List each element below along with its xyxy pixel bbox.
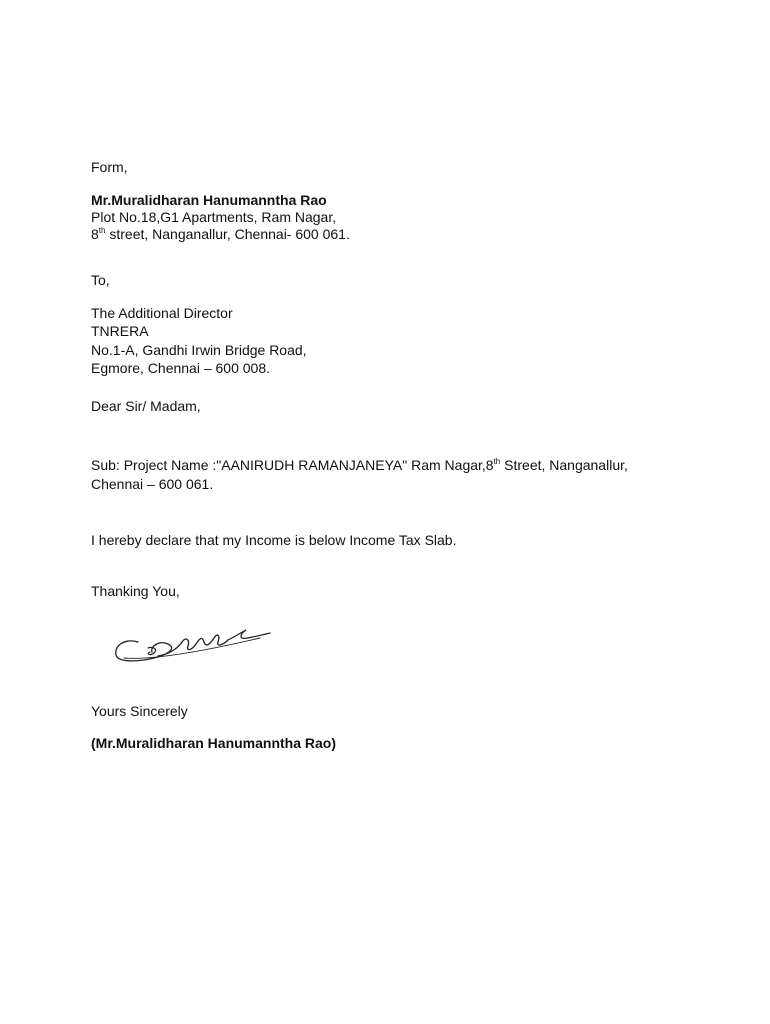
salutation: Dear Sir/ Madam,: [91, 398, 201, 414]
recipient-line1: The Additional Director: [91, 305, 233, 321]
handwritten-signature: [110, 622, 275, 666]
closing-text: Yours Sincerely: [91, 703, 188, 719]
subject-line2: Chennai – 600 061.: [91, 476, 214, 492]
signatory-name: (Mr.Muralidharan Hanumanntha Rao): [91, 735, 337, 751]
subject-text: Sub: Project Name :"AANIRUDH RAMANJANEYA" Ram Nagar,8: [91, 457, 494, 473]
sender-address-street-number: 8: [91, 226, 99, 242]
recipient-line2: TNRERA: [91, 323, 149, 339]
declaration-text: I hereby declare that my Income is below Income Tax Slab.: [91, 532, 457, 548]
sender-address-line2: [91, 226, 350, 243]
sender-address-ordinal: th: [98, 226, 106, 235]
sender-address-line1: Plot No.18,G1 Apartments, Ram Nagar,: [91, 209, 337, 225]
recipient-line4: Egmore, Chennai – 600 008.: [91, 360, 271, 376]
subject-ordinal: th: [493, 457, 501, 466]
from-label: Form,: [91, 159, 128, 175]
subject-line1: [91, 457, 628, 474]
recipient-line3: No.1-A, Gandhi Irwin Bridge Road,: [91, 342, 307, 358]
to-label: To,: [91, 272, 110, 288]
subject-text-rest: Street, Nanganallur,: [500, 457, 628, 473]
sender-name: Mr.Muralidharan Hanumanntha Rao: [91, 192, 327, 208]
sender-address-street-rest: street, Nanganallur, Chennai- 600 061.: [105, 226, 350, 242]
thanks-text: Thanking You,: [91, 583, 180, 599]
